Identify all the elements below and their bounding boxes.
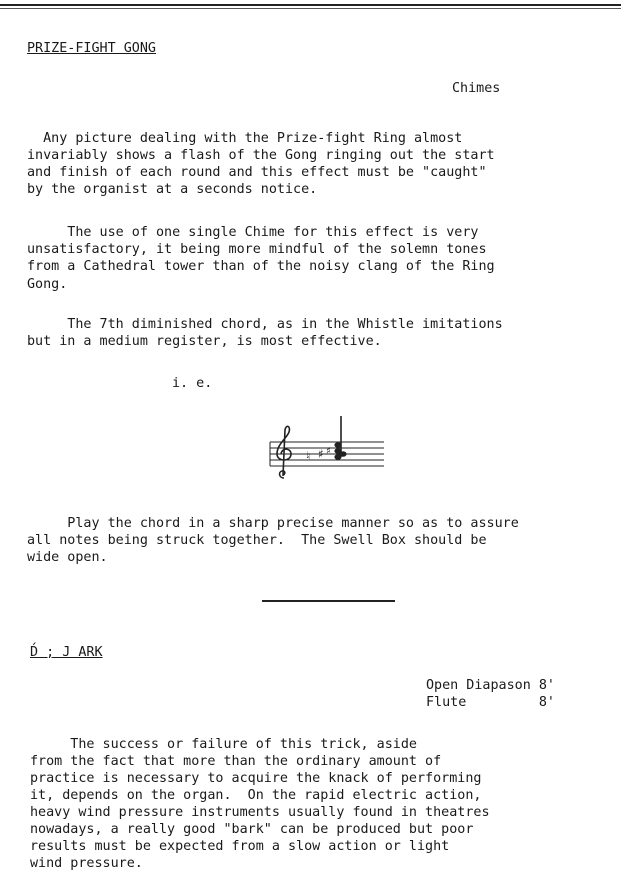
paragraph-line: The 7th diminished chord, as in the Whistle imitations xyxy=(27,317,503,332)
paragraph-line: but in a medium register, is most effective. xyxy=(27,334,382,349)
paragraph-line: from a Cathedral tower than of the noisy clang of the Ring xyxy=(27,259,495,274)
stop-label-chimes: Chimes xyxy=(452,81,501,96)
ie-label: i. e. xyxy=(172,376,213,391)
stop-label-flute: Flute 8' xyxy=(426,695,555,710)
top-rule-thin xyxy=(0,8,621,9)
paragraph-line: The use of one single Chime for this effect is very xyxy=(27,225,479,240)
stop-label-open-diapason: Open Diapason 8' xyxy=(426,678,555,693)
paragraph-line: results must be expected from a slow action or light xyxy=(30,839,450,854)
section-heading-prize-fight-gong: PRIZE-FIGHT GONG xyxy=(27,41,156,56)
paragraph-line: invariably shows a flash of the Gong ringing out the start xyxy=(27,148,495,163)
paragraph-line: all notes being struck together. The Swell Box should be xyxy=(27,533,487,548)
paragraph-line: wide open. xyxy=(27,550,108,565)
top-rule xyxy=(0,4,621,6)
paragraph-line: unsatisfactory, it being more mindful of the solemn tones xyxy=(27,242,487,257)
sharp-sign-icon: ♯ xyxy=(318,447,324,461)
paragraph-line: wind pressure. xyxy=(30,856,143,871)
paragraph-line: Any picture dealing with the Prize-fight Ring almost xyxy=(27,131,463,146)
paragraph-line: Gong. xyxy=(27,277,68,292)
paragraph-line: by the organist at a seconds notice. xyxy=(27,182,318,197)
paragraph-line: nowadays, a really good "bark" can be produced but poor xyxy=(30,822,474,837)
section-heading-dog-bark: D́ ; J ARK xyxy=(30,645,103,660)
music-staff-chord-figure xyxy=(266,412,386,484)
paragraph-line: it, depends on the organ. On the rapid electric action, xyxy=(30,788,482,803)
paragraph-line: Play the chord in a sharp precise manner so as to assure xyxy=(27,516,519,531)
paragraph-line: heavy wind pressure instruments usually found in theatres xyxy=(30,805,490,820)
natural-sign-icon: ♮ xyxy=(306,449,311,463)
sharp-sign-icon: ♯ xyxy=(326,446,331,457)
paragraph-line: practice is necessary to acquire the knack of performing xyxy=(30,771,482,786)
paragraph-line: from the fact that more than the ordinary amount of xyxy=(30,754,442,769)
section-divider xyxy=(262,600,395,602)
treble-clef-icon xyxy=(277,426,291,478)
paragraph-line: The success or failure of this trick, aside xyxy=(30,737,417,752)
paragraph-line: and finish of each round and this effect must be "caught" xyxy=(27,165,487,180)
